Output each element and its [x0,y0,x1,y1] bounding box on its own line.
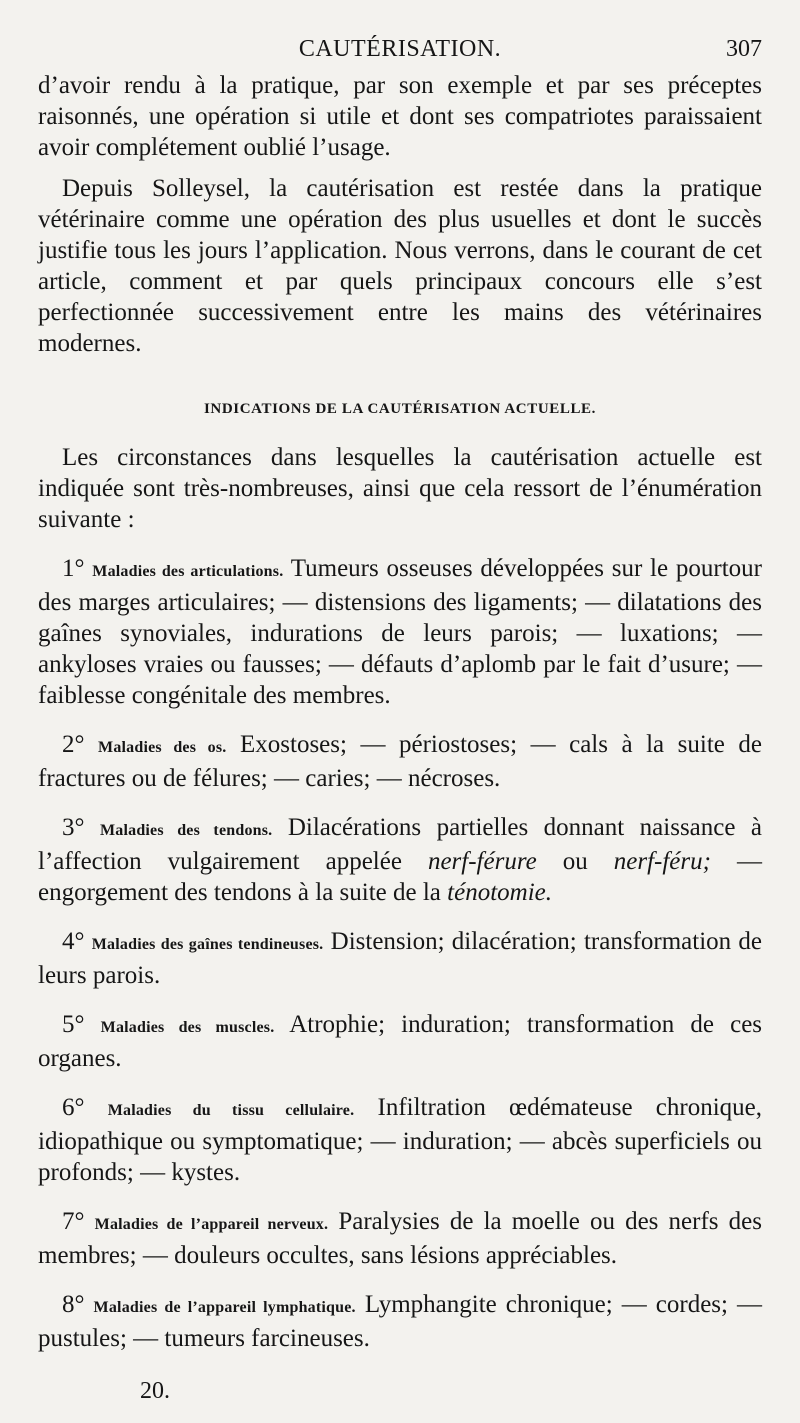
item-heading: Maladies de l’appareil lymphatique. [93,1299,356,1316]
item-heading: Maladies des gaînes tendineuses. [91,936,324,953]
list-item-appareil-nerveux [38,1206,762,1271]
signature-mark: 20. [140,1378,170,1404]
section-heading: INDICATIONS DE LA CAUTÉRISATION ACTUELLE. [203,401,597,417]
paragraph-continuation: d’avoir rendu à la pratique, par son exemple et par ses préceptes raisonnés, une opération si utile et dont ses compatriotes paraissaient avoir complétement oublié l’usage. [38,72,762,161]
list-item-gaines [38,926,762,991]
item-text-italic: nerf-férure [427,848,537,875]
item-number: 5° [62,1011,85,1038]
item-number: 2° [62,731,85,758]
running-title: CAUTÉRISATION. [298,36,502,62]
paragraph-solleysel: Depuis Solleysel, la cautérisation est restée dans la pratique vétérinaire comme une opération des plus usuelles et dont le succès justifie tous les jours l’application. Nous verrons, dans le courant de cet article, comment et par quels principaux concours elle s’est perfectionnée successivement entre les mains des vétérinaires modernes. [38,175,762,357]
item-number: 7° [62,1208,85,1235]
item-text: Tumeurs osseuses développées sur le pourtour des marges articulaires; — distensions des ligaments; — dilatations des gaînes synoviales, indurations de leurs parois; — luxations; — ankyloses vraies ou fausses; — défauts d’aplomb par le fait d’usure; — faiblesse congénitale des membres. [38,555,762,709]
item-heading: Maladies du tissu cellulaire. [107,1102,355,1119]
item-text: Infiltration œdémateuse chronique, idiopathique ou symptomatique; — induration; — abcès superficiels ou profonds; — kystes. [38,1094,762,1186]
item-number: 4° [62,928,85,955]
item-heading: Maladies des os. [98,739,227,756]
item-text: Atrophie; induration; transformation de ces organes. [38,1011,763,1072]
item-heading: Maladies des tendons. [99,822,273,839]
item-text: ou [536,848,614,875]
item-number: 6° [62,1094,85,1121]
list-item-appareil-lymphatique [38,1289,762,1354]
item-number: 1° [62,555,85,582]
item-text: Paralysies de la moelle ou des nerfs des membres; — douleurs occultes, sans lésions appréciables. [38,1208,762,1269]
list-item-tendons [38,812,762,908]
item-heading: Maladies des muscles. [100,1019,275,1036]
item-text: Lymphangite chronique; — cordes; — pustules; — tumeurs farcineuses. [38,1291,763,1352]
list-item-muscles [38,1009,762,1074]
item-heading: Maladies des articulations. [92,563,284,580]
item-heading: Maladies de l’appareil nerveux. [94,1216,329,1233]
item-text: Distension; dilacération; transformation de leurs parois. [38,928,762,989]
item-text: — engorgement des tendons à la suite de la [38,848,762,906]
list-item-articulations [38,553,762,711]
item-text: Dilacérations partielles donnant naissance à l’affection vulgairement appelée [38,814,763,875]
list-item-tissu-cellulaire [38,1092,762,1188]
item-number: 3° [62,814,85,841]
item-text-italic: nerf-féru; [613,848,711,875]
item-text: Exostoses; — périostoses; — cals à la suite de fractures ou de félures; — caries; — nécroses. [38,731,763,792]
list-item-os [38,729,762,794]
paragraph-intro: Les circonstances dans lesquelles la cautérisation actuelle est indiquée sont très-nombreuses, ainsi que cela ressort de l’énumération suivante : [38,444,762,533]
page-number: 307 [726,36,762,62]
item-number: 8° [62,1291,85,1318]
running-head [38,30,762,70]
item-text-italic: ténotomie. [447,879,552,906]
